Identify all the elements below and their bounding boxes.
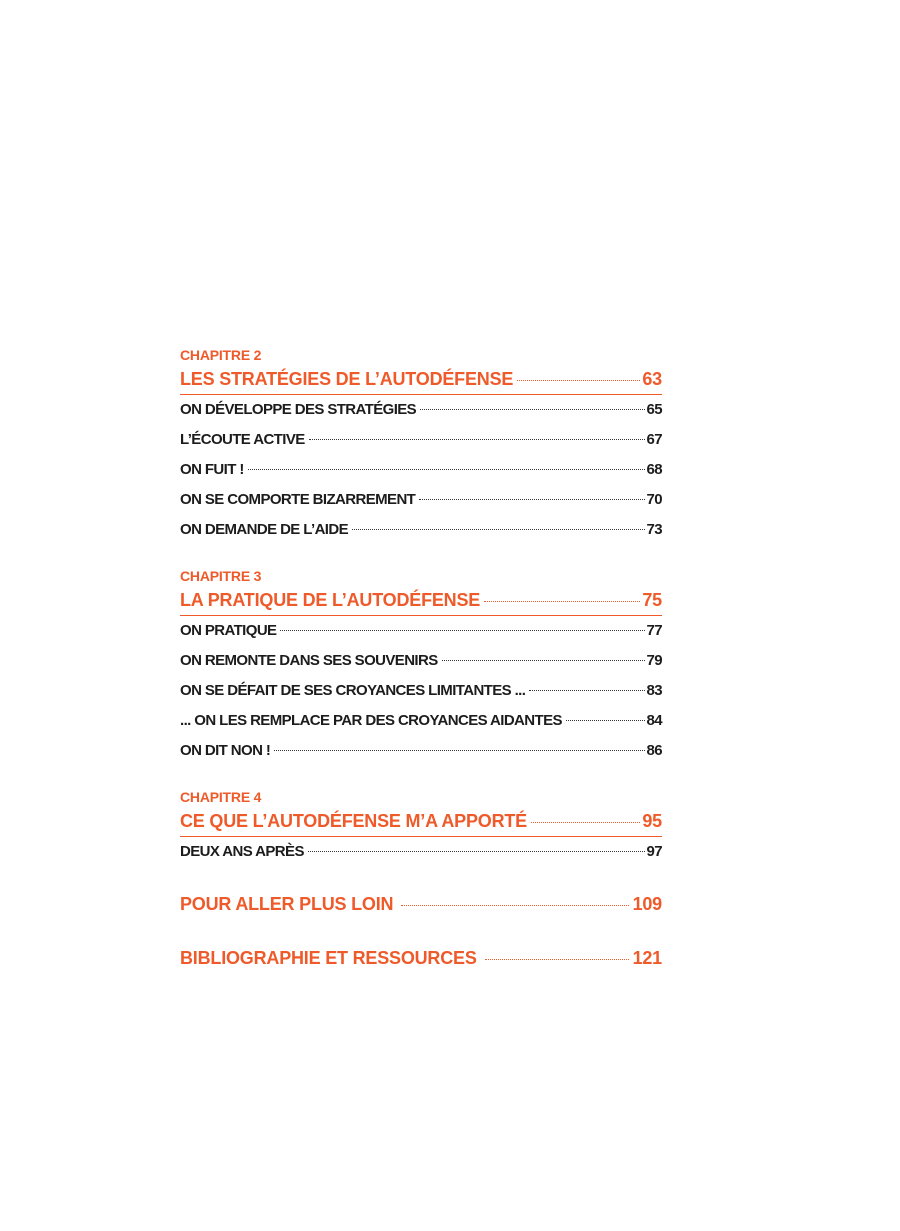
toc-entry[interactable]: [180, 706, 662, 736]
entry-title: ON DIT NON !: [180, 742, 271, 759]
dot-leader: [401, 905, 628, 906]
page-number: 121: [632, 948, 662, 968]
dot-leader: [529, 690, 644, 691]
toc-entry[interactable]: [180, 646, 662, 676]
page-number: 73: [646, 521, 662, 538]
entry-title: ON DEMANDE DE L’AIDE: [180, 521, 349, 538]
chapter-2: [180, 346, 662, 545]
dot-leader: [308, 851, 645, 852]
dot-leader: [419, 499, 644, 500]
toc-entry-bibliography[interactable]: [180, 943, 662, 973]
dot-leader: [442, 660, 645, 661]
dot-leader: [274, 750, 644, 751]
page-number: 65: [646, 401, 662, 418]
page-number: 84: [646, 712, 662, 729]
chapter-title-entry[interactable]: [180, 364, 662, 395]
dot-leader: [531, 822, 640, 823]
entry-title: ... ON LES REMPLACE PAR DES CROYANCES AIDANTES: [180, 712, 562, 729]
toc-entry[interactable]: [180, 676, 662, 706]
dot-leader: [566, 720, 645, 721]
page-number: 75: [642, 590, 662, 610]
toc-entry-further-reading[interactable]: [180, 889, 662, 919]
toc-entry[interactable]: [180, 736, 662, 766]
page-number: 77: [646, 622, 662, 639]
entry-title: ON PRATIQUE: [180, 622, 277, 639]
dot-leader: [485, 959, 629, 960]
chapter-title-entry[interactable]: [180, 585, 662, 616]
page-number: 95: [642, 811, 662, 831]
toc-entry[interactable]: [180, 395, 662, 425]
dot-leader: [248, 469, 645, 470]
dot-leader: [420, 409, 644, 410]
entry-title: ON SE DÉFAIT DE SES CROYANCES LIMITANTES ...: [180, 682, 526, 699]
page-number: 109: [632, 894, 662, 914]
page-number: 83: [646, 682, 662, 699]
entry-title: DEUX ANS APRÈS: [180, 843, 304, 860]
page-number: 68: [646, 461, 662, 478]
entry-title: L’ÉCOUTE ACTIVE: [180, 431, 305, 448]
dot-leader: [517, 380, 640, 381]
page-number: 63: [642, 369, 662, 389]
chapter-title: LA PRATIQUE DE L’AUTODÉFENSE: [180, 590, 481, 610]
toc-entry[interactable]: [180, 616, 662, 646]
page-number: 67: [646, 431, 662, 448]
chapter-label: CHAPITRE 4: [180, 789, 262, 805]
dot-leader: [352, 529, 644, 530]
chapter-label: CHAPITRE 2: [180, 347, 262, 363]
entry-title: ON REMONTE DANS SES SOUVENIRS: [180, 652, 438, 669]
dot-leader: [484, 601, 640, 602]
toc-entry[interactable]: [180, 485, 662, 515]
page-number: 79: [646, 652, 662, 669]
chapter-title-entry[interactable]: [180, 806, 662, 837]
toc-entry[interactable]: [180, 837, 662, 867]
chapter-title: CE QUE L’AUTODÉFENSE M’A APPORTÉ: [180, 811, 527, 831]
page-number: 97: [646, 843, 662, 860]
entry-title: ON SE COMPORTE BIZARREMENT: [180, 491, 416, 508]
entry-title: ON FUIT !: [180, 461, 244, 478]
dot-leader: [280, 630, 644, 631]
entry-title: BIBLIOGRAPHIE ET RESSOURCES: [180, 948, 477, 968]
page-number: 86: [646, 742, 662, 759]
toc-entry[interactable]: [180, 515, 662, 545]
chapter-4: [180, 788, 662, 867]
chapter-title: LES STRATÉGIES DE L’AUTODÉFENSE: [180, 369, 514, 389]
entry-title: ON DÉVELOPPE DES STRATÉGIES: [180, 401, 417, 418]
chapter-label: CHAPITRE 3: [180, 568, 262, 584]
dot-leader: [309, 439, 645, 440]
page-number: 70: [646, 491, 662, 508]
entry-title: POUR ALLER PLUS LOIN: [180, 894, 394, 914]
toc-entry[interactable]: [180, 455, 662, 485]
chapter-3: [180, 567, 662, 766]
table-of-contents: [180, 346, 662, 973]
toc-entry[interactable]: [180, 425, 662, 455]
